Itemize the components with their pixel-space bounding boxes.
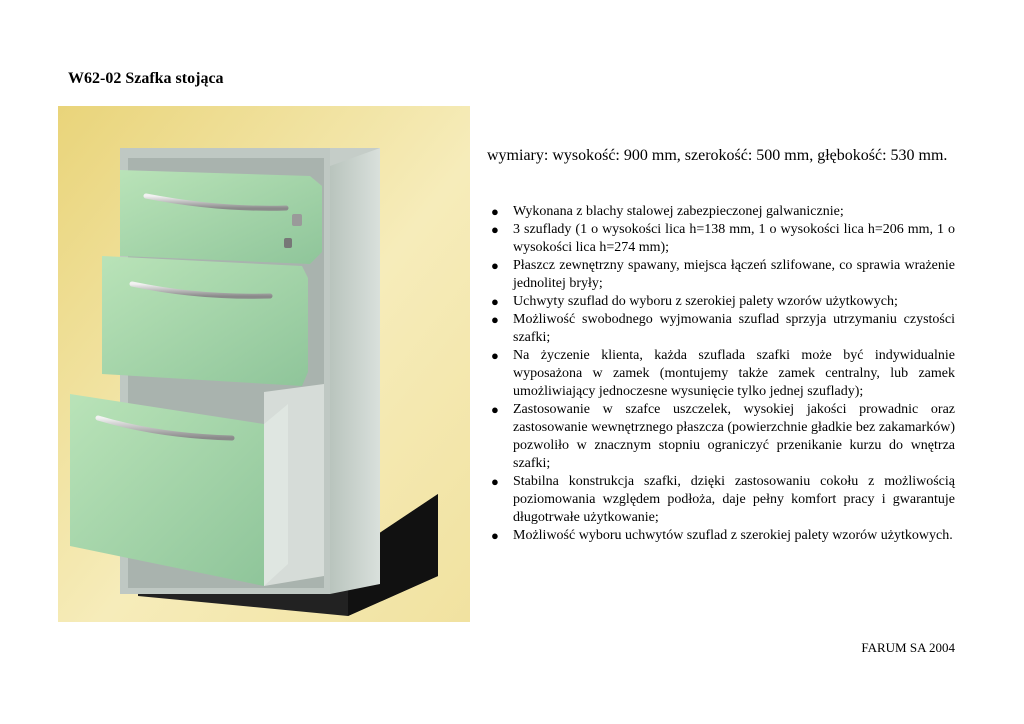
bullet-dot-icon: ● — [491, 528, 499, 543]
bullet-dot-icon: ● — [491, 402, 499, 417]
list-item: ● Możliwość wyboru uchwytów szuflad z szerokiej palety wzorów użytkowych. — [491, 528, 953, 543]
bullet-dot-icon: ● — [491, 294, 499, 309]
bullet-dot-icon: ● — [491, 204, 499, 219]
list-item: ● Zastosowanie w szafce uszczelek, wysokiej jakości prowadnic oraz zastosowanie wewnętrznego płaszcza (powierzchnie gładkie bez zakamarków) pozwoliło w znacznym stopniu ograniczyć przenikanie kurzu do wnętrza szafki; — [491, 402, 955, 471]
list-item: ● 3 szuflady (1 o wysokości lica h=138 mm, 1 o wysokości lica h=206 mm, 1 o wysokości lica h=274 mm); — [491, 222, 955, 255]
list-item: ● Stabilna konstrukcja szafki, dzięki zastosowaniu cokołu z możliwością poziomowania względem podłoża, daje pełny komfort pracy i gwarantuje długotrwałe użytkowanie; — [491, 474, 955, 525]
list-item: ● Płaszcz zewnętrzny spawany, miejsca łączeń szlifowane, co sprawia wrażenie jednolitej bryły; — [491, 258, 955, 291]
cabinet-illustration — [58, 106, 470, 622]
list-item: ● Na życzenie klienta, każda szuflada szafki może być indywidualnie wyposażona w zamek (montujemy także zamek centralny, lub zamek umożliwiający jednoczesne wysunięcie tylko jednej szuflady); — [491, 348, 955, 399]
footer-company: FARUM SA 2004 — [861, 640, 955, 655]
feature-list — [488, 203, 955, 545]
page-title: W62-02 Szafka stojąca — [68, 70, 224, 87]
bullet-dot-icon: ● — [491, 312, 499, 327]
list-item: ● Wykonana z blachy stalowej zabezpieczonej galwanicznie; — [491, 204, 844, 219]
list-item: ● Możliwość swobodnego wyjmowania szuflad sprzyja utrzymaniu czystości szafki; — [491, 312, 955, 345]
bullet-dot-icon: ● — [491, 474, 499, 489]
list-item: ● Uchwyty szuflad do wyboru z szerokiej palety wzorów użytkowych; — [491, 294, 898, 309]
cabinet-photo — [58, 106, 470, 622]
bullet-dot-icon: ● — [491, 222, 499, 237]
dimensions-text: wymiary: wysokość: 900 mm, szerokość: 500 mm, głębokość: 530 mm. — [487, 147, 948, 164]
bullet-dot-icon: ● — [491, 258, 499, 273]
bullet-dot-icon: ● — [491, 348, 499, 363]
